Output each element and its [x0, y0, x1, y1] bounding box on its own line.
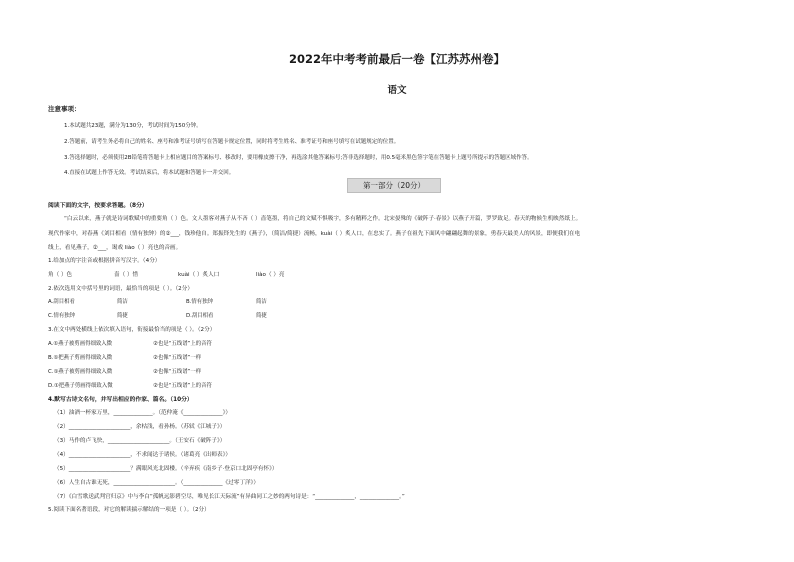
- q2-option[interactable]: A.刮目相看: [48, 299, 75, 305]
- note-item: 1.本试题共23题，满分为130分，考试时间为150分钟。: [64, 123, 202, 129]
- part-one-label: 第一部分（20分）: [347, 178, 441, 193]
- q1-blank: 角（ ）色: [48, 272, 73, 278]
- q2-stem: 2.依次选用文中括号里的词语，最恰当的项是（ ）。（2分）: [48, 286, 193, 292]
- note-item: 3.答选择题时，必须使用2B铅笔将答题卡上相应题目的答案标号、移改时，要用橡皮擦干净，再选涂其他答案标号;答非选择题时，用0.5毫米黑色签字笔在答题卡上题号所提示的答题区域作答。: [64, 155, 533, 161]
- q3-option[interactable]: B.①把燕子剪画得细致入微: [48, 355, 113, 361]
- q4-line: （3）马作的卢飞快，______________________。（王安石《破阵子》）: [54, 438, 226, 444]
- q3-option[interactable]: D.①把燕子剪画得细致入微: [48, 383, 113, 389]
- q3-stem: 3.在文中两处横线上依次填入语句，衔接最恰当的项是（ ）。（2分）: [48, 327, 216, 333]
- q4-line: （1）油酒一杯家万里，______________。（范仲淹《______________》）: [54, 410, 231, 416]
- q4-line: （2）______________________，余枯浅，看孙杨。（苏轼《江城子》）: [54, 424, 226, 430]
- q2-option[interactable]: B.情有独钟: [186, 299, 213, 305]
- q4-line: （5）______________________？满眼风光北固楼。（辛弃疾《南乡子·登京口北固亭有怀》）: [54, 466, 278, 472]
- q2-option-word: 简捷: [117, 313, 128, 319]
- q4-line: （7）《白雪歌送武判官归京》中与李白“孤帆远影碧空尽，唯见长江天际流”有异曲同工之妙的两句诗是：“______________，______________。”: [54, 494, 405, 500]
- q3-option-part: ②也是“五线谱”上的音符: [153, 383, 212, 389]
- q3-option-part: ②也像“五线谱”一样: [153, 369, 202, 375]
- note-item: 4.直接在试题上作答无效。考试结束后，将本试题和答题卡一并交回。: [64, 170, 235, 176]
- exam-title: 2022年中考考前最后一卷【江苏苏州卷】: [288, 52, 505, 66]
- notes-heading: 注意事项：: [48, 105, 81, 113]
- passage-line: 线上，看见燕子，②___，谒戏 liào（ ）亮也的音画。: [48, 245, 182, 251]
- q3-option[interactable]: C.①燕子被剪画得细致入微: [48, 369, 113, 375]
- q2-option-word: 简捷: [256, 313, 267, 319]
- q2-option[interactable]: C.情有独钟: [48, 313, 76, 319]
- q3-option-part: ②也是“五线谱”上的音符: [153, 341, 212, 347]
- q3-option[interactable]: A.①燕子被剪画得细致入微: [48, 341, 113, 347]
- q4-heading: 4.默写古诗文名句，并写出相应的作家、篇名。（10分）: [48, 397, 193, 403]
- q2-option-word: 简洁: [117, 299, 128, 305]
- q1-blank: 啬（ ）惜: [114, 272, 139, 278]
- q4-line: （4）______________________，不求闻达于诸侯。（诸葛亮《出师表》）: [54, 452, 231, 458]
- q1-blank: kuài（ ）炙人口: [178, 272, 220, 278]
- passage-line: “白云以来，燕子就是诗词歌赋中的重要角（ ）色。文人墨客对燕子从不吝（ ）啬笔墨，将自己的文赋不惧吸宇，多有精粹之作。北宋晏殊的《破阵子·春景》以燕子开篇，罗罗致足。春天的物候生机映然纸上。: [64, 216, 582, 222]
- passage-line: 现代作家中，对春燕《刘目相看（情有独钟）的②___，钱珍他自。郑振铎先生的《燕子》，（简洁/简捷）流畅，kuài（ ）炙人口，在忠实了。燕子在祖先下面风中翩翩起舞的景象，勇春天最美人的风景，即便我们在电: [48, 231, 581, 237]
- subject-title: 语文: [387, 85, 407, 96]
- q2-option[interactable]: D.刮目相看: [186, 313, 214, 319]
- q3-option-part: ②也像“五线谱”一样: [153, 355, 202, 361]
- q5-stem: 5.阅读下面名著语段，对它的解读揣示解结的一项是（ ）。（2分）: [48, 507, 210, 513]
- note-item: 2.答题前，请考生务必将自己的姓名、座号和准考证号填写在答题卡规定位置，同时将考生姓名、准考证号和座号填写在试题规定的位置。: [64, 139, 400, 145]
- q1-blank: liào（ ）亮: [256, 272, 285, 278]
- q4-line: （6）人生自古谁无死，______________________。（______________《过零丁洋》）: [54, 480, 259, 486]
- q2-option-word: 简洁: [256, 299, 267, 305]
- q1-stem: 1.给加点的字注音或根据拼音写汉字。（4分）: [48, 258, 161, 264]
- reading-heading: 阅读下面的文字，按要求答题。（8分）: [48, 203, 148, 209]
